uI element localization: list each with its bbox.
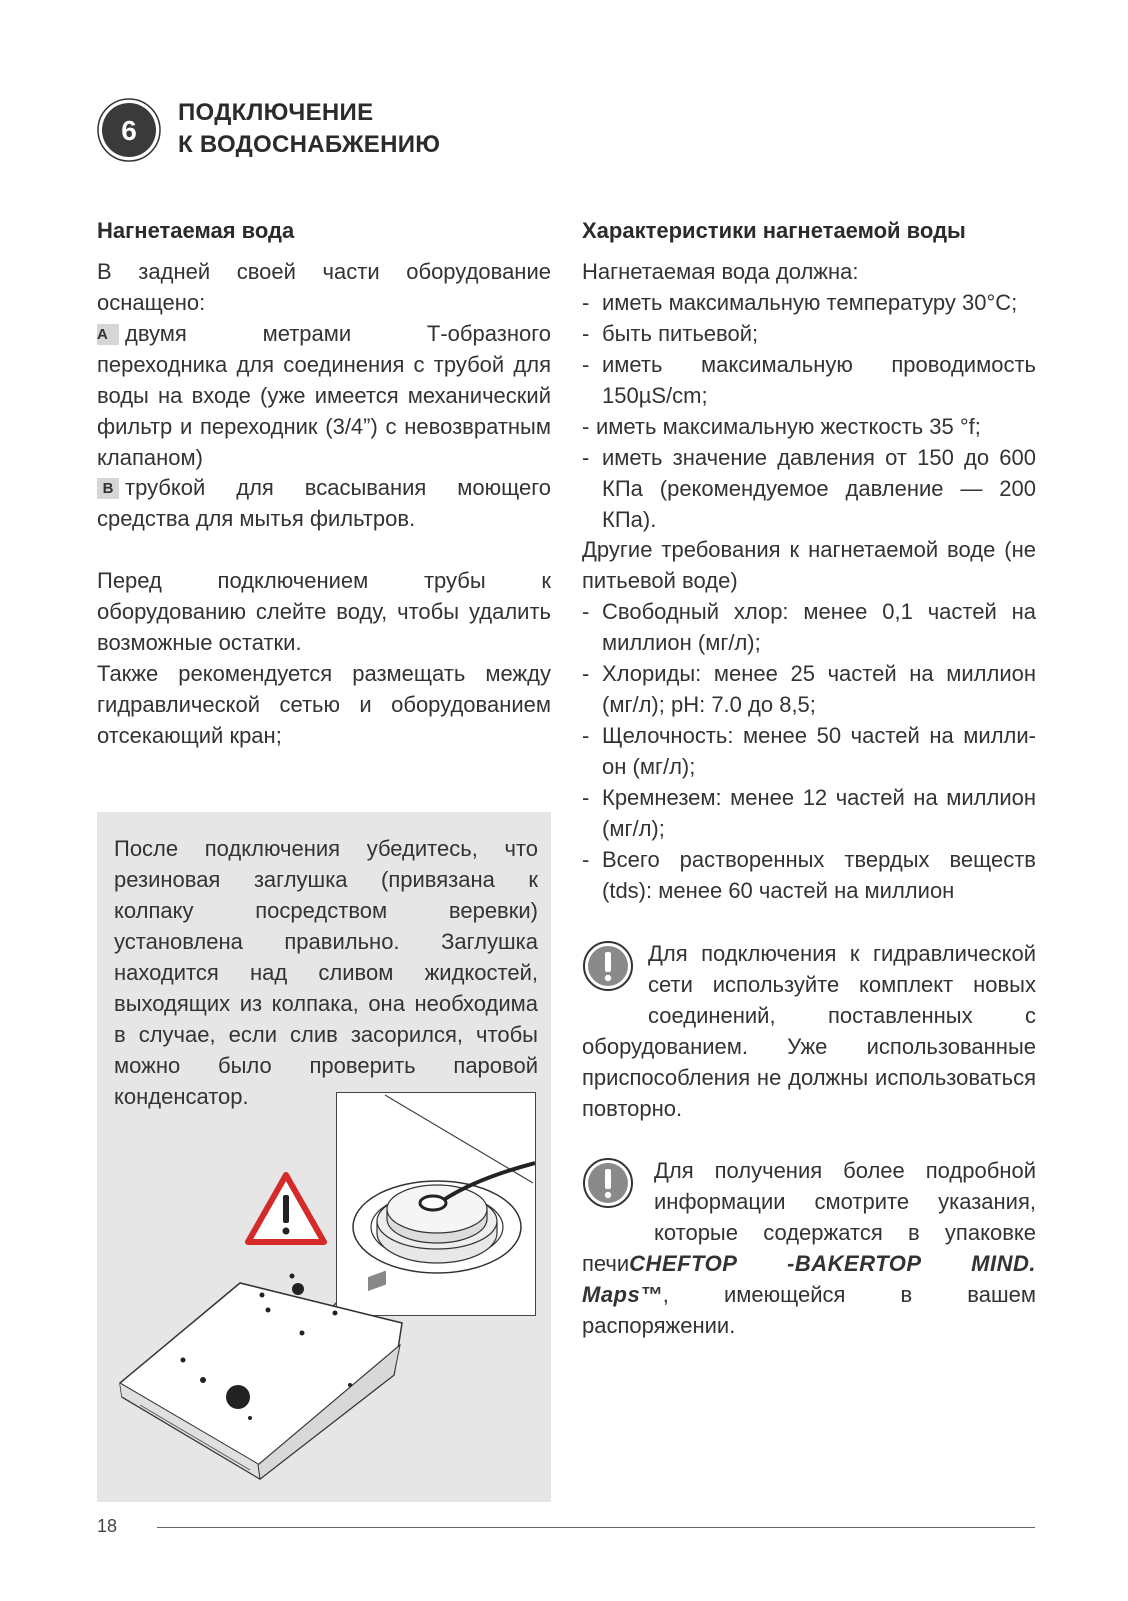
list-item: - иметь максимальную проводимость 150µS/cm; (582, 352, 1036, 408)
water-characteristics-heading: Характеристики нагнетаемой воды (582, 218, 966, 243)
list-item: - Хлориды: менее 25 частей на миллион (мг/л); pH: 7.0 до 8,5; (582, 661, 1036, 717)
left-para-1: Перед подключением трубы к оборудованию слейте воду, чтобы удалить возможные остатки. (97, 568, 551, 655)
note-text: После подключения убедитесь, что резиновая заглушка (привязана к колпаку посредством веревки) установлена правильно. Заглушка находится над сливом жидкостей, выходящих из колпака, она необходима в случае, если слив засорился, чтобы можно было проверить паровой конденсатор. (114, 836, 538, 1109)
item-a (97, 318, 551, 473)
oven-hood-illustration (110, 1265, 410, 1501)
section-number: 6 (121, 115, 137, 146)
other-requirements-intro: Другие требования к нагнетаемой воде (не питьевой воде) (582, 537, 1036, 593)
item-b (97, 472, 551, 534)
page-number: 18 (97, 1516, 118, 1536)
other-requirements-list (582, 596, 1036, 906)
section-number-badge (97, 98, 161, 162)
item-b-text: трубкой для всасывания моющего средства для мытья фильтров. (97, 475, 551, 531)
requirements-list (582, 287, 1036, 535)
item-a-letter: A (97, 324, 119, 345)
item-b-letter: B (97, 478, 119, 499)
item-a-rest: переходника для соединения с трубой для воды на входе (уже имеется механический фильтр и переходник (3/4”) с невозвратным клапаном) (97, 352, 551, 470)
warning-more-info: Для получения более подробной информации смотрите указания, которые содержатся в упаковке печиCHEFTOP -BAKERTOP MIND. Maps™, имеющейся в вашем распоряжении. (582, 1158, 1036, 1338)
list-item: - быть питьевой; (582, 321, 759, 346)
item-a-first: двумя метрами Т-образного (125, 321, 551, 346)
footer-rule (157, 1527, 1035, 1528)
left-intro: В задней своей части оборудование оснащено: (97, 259, 551, 315)
section-title (178, 97, 440, 161)
list-item: - иметь максимальную жесткость 35 °f; (582, 414, 981, 439)
list-item: - Щелочность: менее 50 частей на милли-он (мг/л); (582, 723, 1036, 779)
right-intro: Нагнетаемая вода должна: (582, 259, 859, 284)
warning-new-fittings: Для подключения к гидравлической сети используйте комплект новых соединений, поставленных с оборудованием. Уже использованные приспособления не должны использоваться повторно. (582, 941, 1036, 1121)
list-item: - Всего растворенных твердых веществ (tds): менее 60 частей на миллион (582, 847, 1036, 903)
left-para-2: Также рекомендуется размещать между гидравлической сетью и оборудованием отсекающий кран; (97, 661, 551, 748)
brand-name: CHEFTOP -BAKERTOP MIND. Maps™ (582, 1251, 1036, 1307)
section-title-line2: К ВОДОСНАБЖЕНИЮ (178, 131, 441, 158)
list-item: - иметь значение давления от 150 до 600 КПа (рекомендуемое давление — 200 КПа). (582, 445, 1036, 532)
list-item: - Свободный хлор: менее 0,1 частей на миллион (мг/л); (582, 599, 1036, 655)
warning-triangle-icon (243, 1170, 329, 1248)
list-item: - иметь максимальную температуру 30°C; (582, 290, 1018, 315)
section-title-line1: ПОДКЛЮЧЕНИЕ (178, 99, 374, 126)
pressurized-water-heading: Нагнетаемая вода (97, 218, 295, 243)
list-item: - Кремнезем: менее 12 частей на миллион (мг/л); (582, 785, 1036, 841)
